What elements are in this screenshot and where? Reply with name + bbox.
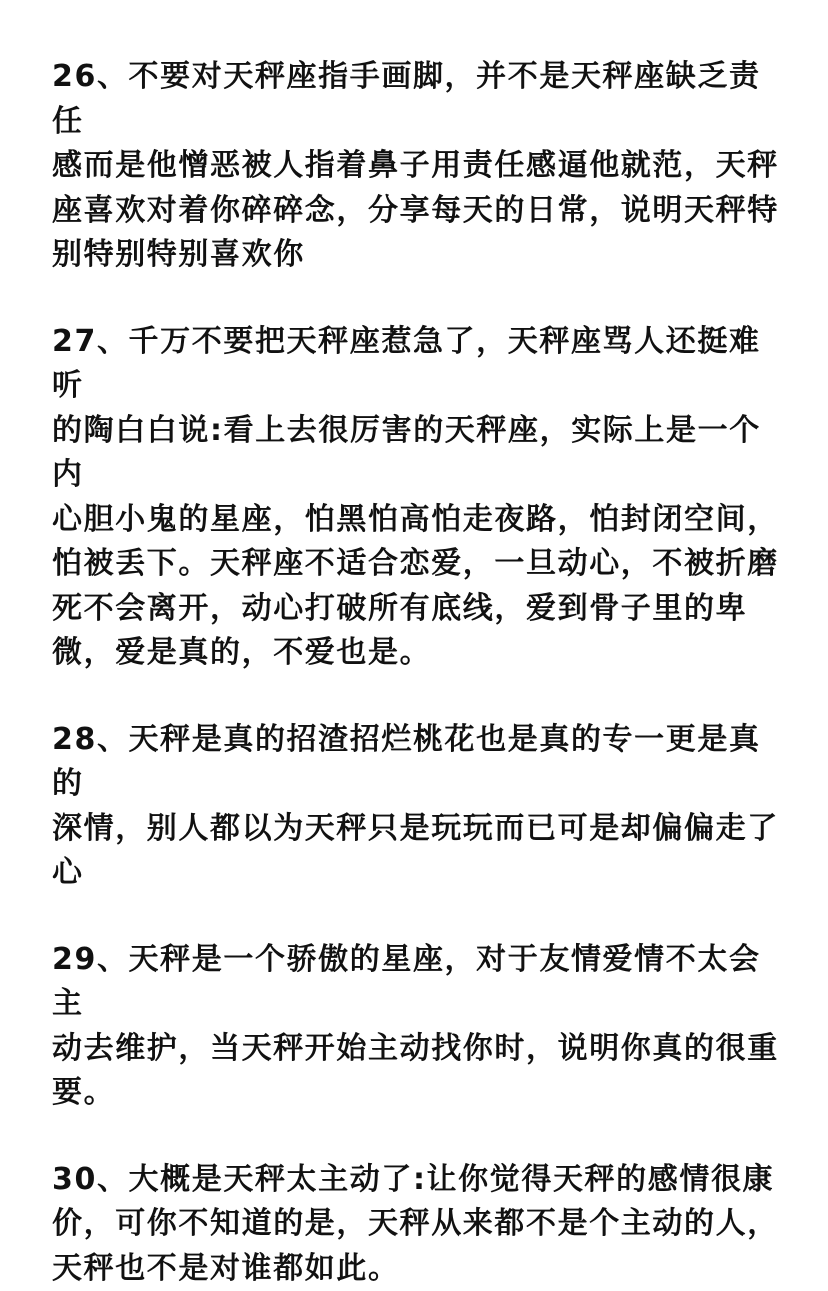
paragraph-27: 27、千万不要把天秤座惹急了，天秤座骂人还挺难听 的陶白白说:看上去很厉害的天秤座，实际上是一个内 心胆小鬼的星座，怕黑怕高怕走夜路，怕封闭空间， 怕被丢下。天秤座不适合恋爱，一旦动心，不被折磨 死不会离开，动心打破所有底线，爱到骨子里的卑 微，爱是真的，不爱也是。 <box>52 320 782 676</box>
paragraph-29: 29、天秤是一个骄傲的星座，对于友情爱情不太会主 动去维护，当天秤开始主动找你时，说明你真的很重 要。 <box>52 938 782 1116</box>
paragraph-30: 30、大概是天秤太主动了:让你觉得天秤的感情很康 价，可你不知道的是，天秤从来都不是个主动的人， 天秤也不是对谁都如此。 <box>52 1158 782 1291</box>
paragraph-26: 26、不要对天秤座指手画脚，并不是天秤座缺乏责任 感而是他憎恶被人指着鼻子用责任感逼他就范，天秤 座喜欢对着你碎碎念，分享每天的日常，说明天秤特 别特别特别喜欢你 <box>52 55 782 278</box>
paragraph-28: 28、天秤是真的招渣招烂桃花也是真的专一更是真的 深情，别人都以为天秤只是玩玩而已可是却偏偏走了 心 <box>52 718 782 896</box>
